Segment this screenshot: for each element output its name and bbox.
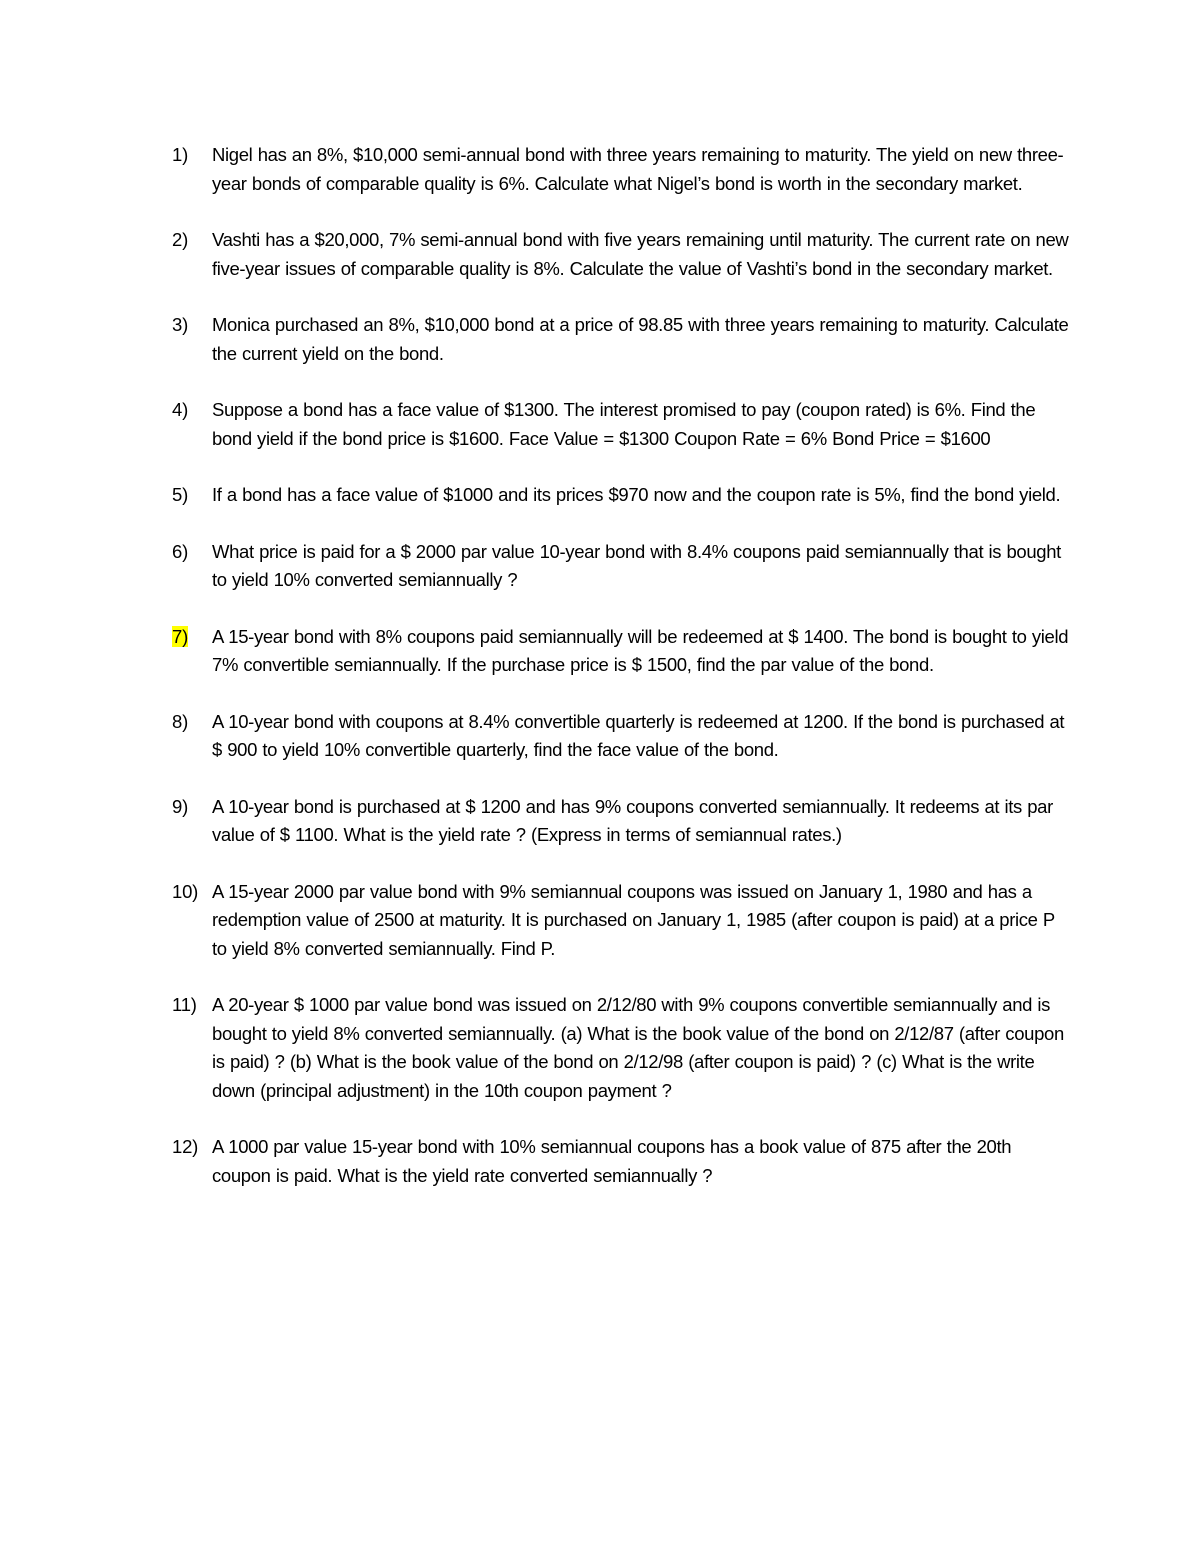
question-text: A 20-year $ 1000 par value bond was issued on 2/12/80 with 9% coupons convertible semiannually and is bought to yield 8% converted semiannually. (a) What is the book value of the bond on 2/12/87 (after coupon is paid) ? (b) What is the book value of the bond on 2/12/98 (after coupon is paid) ? (c) What is the write down (principal adjustment) in the 10th coupon payment ? bbox=[212, 994, 1064, 1101]
question-text: Vashti has a $20,000, 7% semi-annual bond with five years remaining until maturity. The current rate on new five-year issues of comparable quality is 8%. Calculate the value of Vashti’s bond in the secondary market. bbox=[212, 229, 1069, 279]
question-number: 10) bbox=[172, 880, 199, 902]
question-4 bbox=[172, 396, 1072, 453]
question-text: Nigel has an 8%, $10,000 semi-annual bond with three years remaining to maturity. The yield on new three-year bonds of comparable quality is 6%. Calculate what Nigel’s bond is worth in the secondary market. bbox=[212, 144, 1064, 194]
question-text: Monica purchased an 8%, $10,000 bond at a price of 98.85 with three years remaining to maturity. Calculate the current yield on the bond. bbox=[212, 314, 1069, 364]
question-8 bbox=[172, 708, 1072, 765]
question-5 bbox=[172, 481, 1072, 510]
question-number: 6) bbox=[172, 540, 189, 562]
question-number: 3) bbox=[172, 314, 189, 335]
question-12 bbox=[172, 1133, 1072, 1190]
question-6 bbox=[172, 538, 1072, 595]
question-number: 11) bbox=[172, 994, 197, 1015]
question-number: 4) bbox=[172, 399, 189, 420]
question-number-highlighted bbox=[172, 623, 212, 652]
question-2 bbox=[172, 226, 1072, 283]
question-number: 1) bbox=[172, 144, 189, 165]
question-text: A 10-year bond with coupons at 8.4% convertible quarterly is redeemed at 1200. If the bond is purchased at $ 900 to yield 10% convertible quarterly, find the face value of the bond. bbox=[212, 710, 1065, 760]
question-number: 2) bbox=[172, 229, 189, 250]
question-7 bbox=[172, 623, 1072, 680]
question-number: 12) bbox=[172, 1136, 199, 1157]
question-text: A 10-year bond is purchased at $ 1200 and has 9% coupons converted semiannually. It redeems at its par value of $ 1100. What is the yield rate ? (Express in terms of semiannual rates.) bbox=[212, 795, 1053, 845]
question-number: 9) bbox=[172, 795, 189, 817]
question-3 bbox=[172, 311, 1072, 368]
question-list bbox=[172, 141, 1072, 1218]
question-number: 5) bbox=[172, 484, 189, 505]
question-10 bbox=[172, 878, 1072, 964]
highlight-mark: 7) bbox=[172, 625, 189, 647]
question-text: Suppose a bond has a face value of $1300. The interest promised to pay (coupon rated) is 6%. Find the bond yield if the bond price is $1600. Face Value = $1300 Coupon Rate = 6% Bond Price = $1600 bbox=[212, 399, 1036, 449]
question-text: A 1000 par value 15-year bond with 10% semiannual coupons has a book value of 875 after the 20th coupon is paid. What is the yield rate converted semiannually ? bbox=[212, 1136, 1012, 1186]
question-text: What price is paid for a $ 2000 par value 10-year bond with 8.4% coupons paid semiannually that is bought to yield 10% converted semiannually ? bbox=[212, 540, 1061, 590]
question-text: A 15-year 2000 par value bond with 9% semiannual coupons was issued on January 1, 1980 and has a redemption value of 2500 at maturity. It is purchased on January 1, 1985 (after coupon is paid) at a price P to yield 8% converted semiannually. Find P. bbox=[212, 880, 1055, 959]
question-9 bbox=[172, 793, 1072, 850]
question-text: A 15-year bond with 8% coupons paid semiannually will be redeemed at $ 1400. The bond is bought to yield 7% convertible semiannually. If the purchase price is $ 1500, find the par value of the bond. bbox=[212, 625, 1069, 675]
question-11 bbox=[172, 991, 1072, 1105]
question-text: If a bond has a face value of $1000 and its prices $970 now and the coupon rate is 5%, find the bond yield. bbox=[212, 484, 1061, 505]
question-number: 8) bbox=[172, 710, 189, 732]
question-1 bbox=[172, 141, 1072, 198]
